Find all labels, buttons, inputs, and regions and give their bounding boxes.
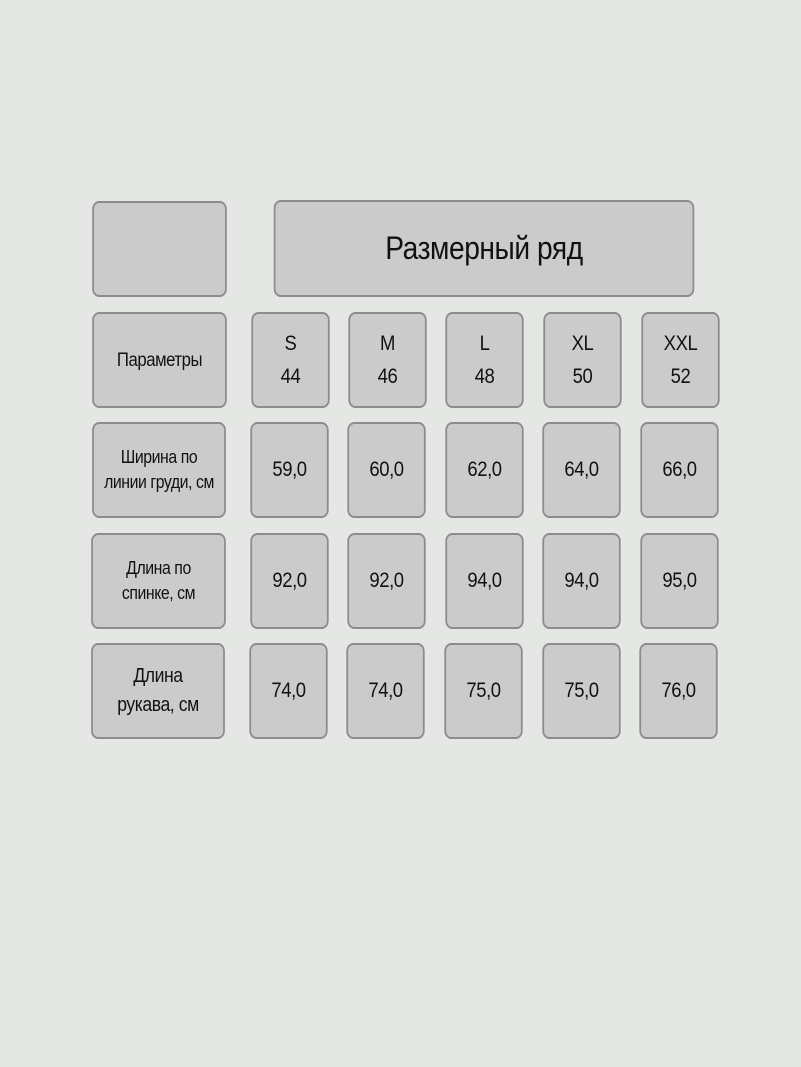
- size-letter: XXL: [663, 332, 698, 355]
- row-label-line: Длина: [133, 665, 183, 687]
- value-cell: [445, 533, 523, 629]
- value-cell: [639, 643, 717, 739]
- value-cell: [640, 533, 718, 629]
- size-letter: S: [284, 332, 297, 355]
- value-cell: [347, 533, 425, 629]
- row-label-chest-width: [92, 422, 226, 518]
- value-cell: [640, 422, 718, 518]
- value-cell: [249, 643, 327, 739]
- corner-cell: [92, 201, 227, 297]
- value-text: 94,0: [564, 569, 599, 592]
- params-header-text: Параметры: [116, 349, 203, 371]
- row-label-line: спинке, см: [121, 583, 196, 603]
- value-cell: [444, 643, 522, 739]
- value-cell: [542, 533, 620, 629]
- value-text: 74,0: [271, 679, 306, 702]
- size-header-s: [251, 312, 329, 408]
- size-header-m: [348, 312, 426, 408]
- size-letter: L: [479, 332, 490, 355]
- value-text: 92,0: [369, 569, 404, 592]
- row-label-sleeve-length: [91, 643, 225, 739]
- value-cell: [347, 422, 425, 518]
- size-number: 50: [572, 365, 593, 388]
- value-cell: [542, 422, 620, 518]
- value-text: 75,0: [564, 679, 599, 702]
- size-number: 48: [474, 365, 495, 388]
- value-text: 60,0: [369, 458, 404, 481]
- value-text: 92,0: [272, 569, 307, 592]
- table-title: [274, 200, 695, 297]
- row-label-line: линии груди, см: [104, 472, 214, 492]
- value-text: 66,0: [662, 458, 697, 481]
- size-letter: XL: [571, 332, 594, 355]
- value-cell: [346, 643, 424, 739]
- value-text: 64,0: [564, 458, 599, 481]
- value-text: 95,0: [662, 569, 697, 592]
- size-number: 46: [377, 365, 398, 388]
- size-number: 52: [670, 365, 691, 388]
- size-header-xxl: [641, 312, 719, 408]
- size-header-l: [445, 312, 523, 408]
- row-label-line: Ширина по: [120, 447, 198, 467]
- value-text: 94,0: [467, 569, 502, 592]
- size-letter: M: [380, 332, 395, 355]
- value-cell: [250, 533, 328, 629]
- row-label-line: Длина по: [126, 558, 191, 578]
- table-title-text: Размерный ряд: [385, 230, 583, 266]
- value-text: 74,0: [368, 679, 403, 702]
- value-text: 62,0: [467, 458, 502, 481]
- row-label-line: рукава, см: [117, 694, 199, 716]
- value-cell: [542, 643, 620, 739]
- value-text: 59,0: [272, 458, 307, 481]
- value-text: 75,0: [466, 679, 501, 702]
- value-cell: [445, 422, 523, 518]
- value-text: 76,0: [661, 679, 696, 702]
- size-header-xl: [543, 312, 621, 408]
- row-label-back-length: [91, 533, 226, 629]
- size-number: 44: [280, 365, 301, 388]
- value-cell: [250, 422, 328, 518]
- params-header-cell: [92, 312, 227, 408]
